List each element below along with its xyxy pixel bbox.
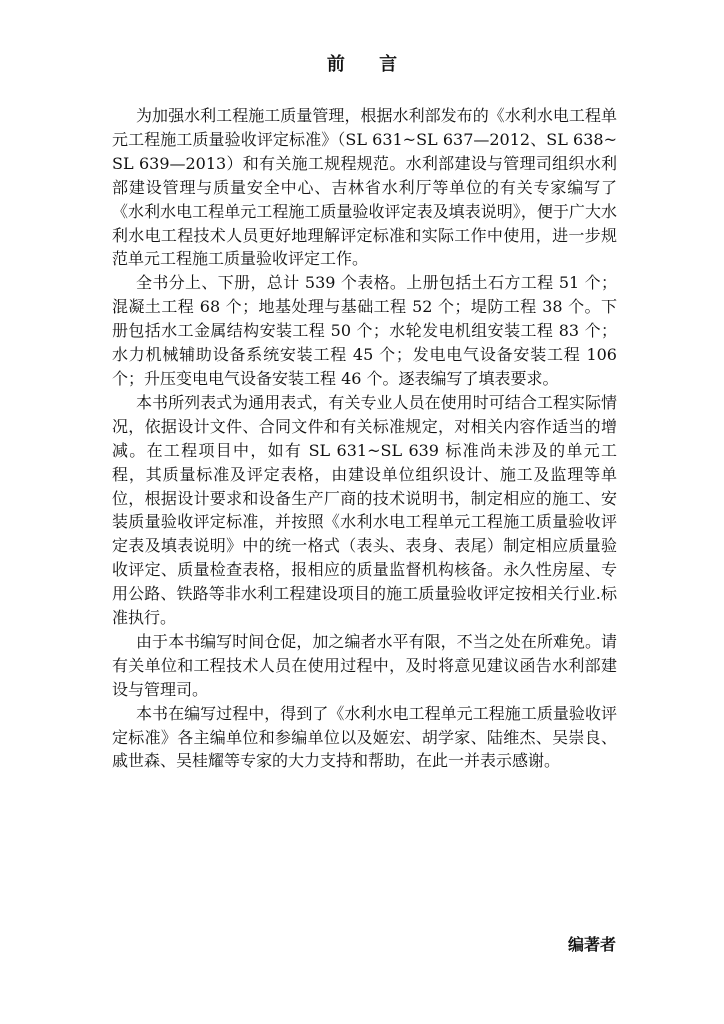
document-body: [112, 104, 617, 773]
signature: 编著者: [567, 935, 616, 954]
paragraph-apology: 由于本书编写时间仓促，加之编者水平有限，不当之处在所难免。请有关单位和工程技术人员在使用过程中，及时将意见建议函告水利部建设与管理司。: [112, 631, 617, 699]
paragraph-contents: 全书分上、下册，总计 539 个表格。上册包括土石方工程 51 个；混凝土工程 68 个；地基处理与基础工程 52 个；堤防工程 38 个。下册包括水工金属结构安装工程 50 个；水轮发电机组安装工程 83 个；水力机械辅助设备系统安装工程 45 个；发电电气设备安装工程 106 个；升压变电电气设备安装工程 46 个。逐表编写了填表要求。: [112, 273, 617, 388]
paragraph-purpose: 为加强水利工程施工质量管理，根据水利部发布的《水利水电工程单元工程施工质量验收评定标准》（SL 631~SL 637—2012、SL 638~SL 639—2013）和有关施工规程规范。水利部建设与管理司组织水利部建设管理与质量安全中心、吉林省水利厅等单位的有关专家编写了《水利水电工程单元工程施工质量验收评定表及填表说明》，便于广大水利水电工程技术人员更好地理解评定标准和实际工作中使用，进一步规范单元工程施工质量验收评定工作。: [112, 106, 617, 269]
page-title: 前 言: [326, 54, 412, 75]
paragraph-usage: 本书所列表式为通用表式，有关专业人员在使用时可结合工程实际情况，依据设计文件、合同文件和有关标准规定，对相关内容作适当的增减。在工程项目中，如有 SL 631~SL 639 标准尚未涉及的单元工程，其质量标准及评定表格，由建设单位组织设计、施工及监理等单位，根据设计要求和设备生产厂商的技术说明书，制定相应的施工、安装质量验收评定标准，并按照《水利水电工程单元工程施工质量验收评定表及填表说明》中的统一格式（表头、表身、表尾）制定相应质量验收评定、质量检查表格，报相应的质量监督机构核备。永久性房屋、专用公路、铁路等非水利工程建设项目的施工质量验收评定按相关行业.标准执行。: [112, 392, 617, 628]
paragraph-thanks: 本书在编写过程中，得到了《水利水电工程单元工程施工质量验收评定标准》各主编单位和参编单位以及姬宏、胡学家、陆维杰、吴崇良、戚世森、吴桂耀等专家的大力支持和帮助，在此一并表示感谢。: [112, 703, 617, 771]
